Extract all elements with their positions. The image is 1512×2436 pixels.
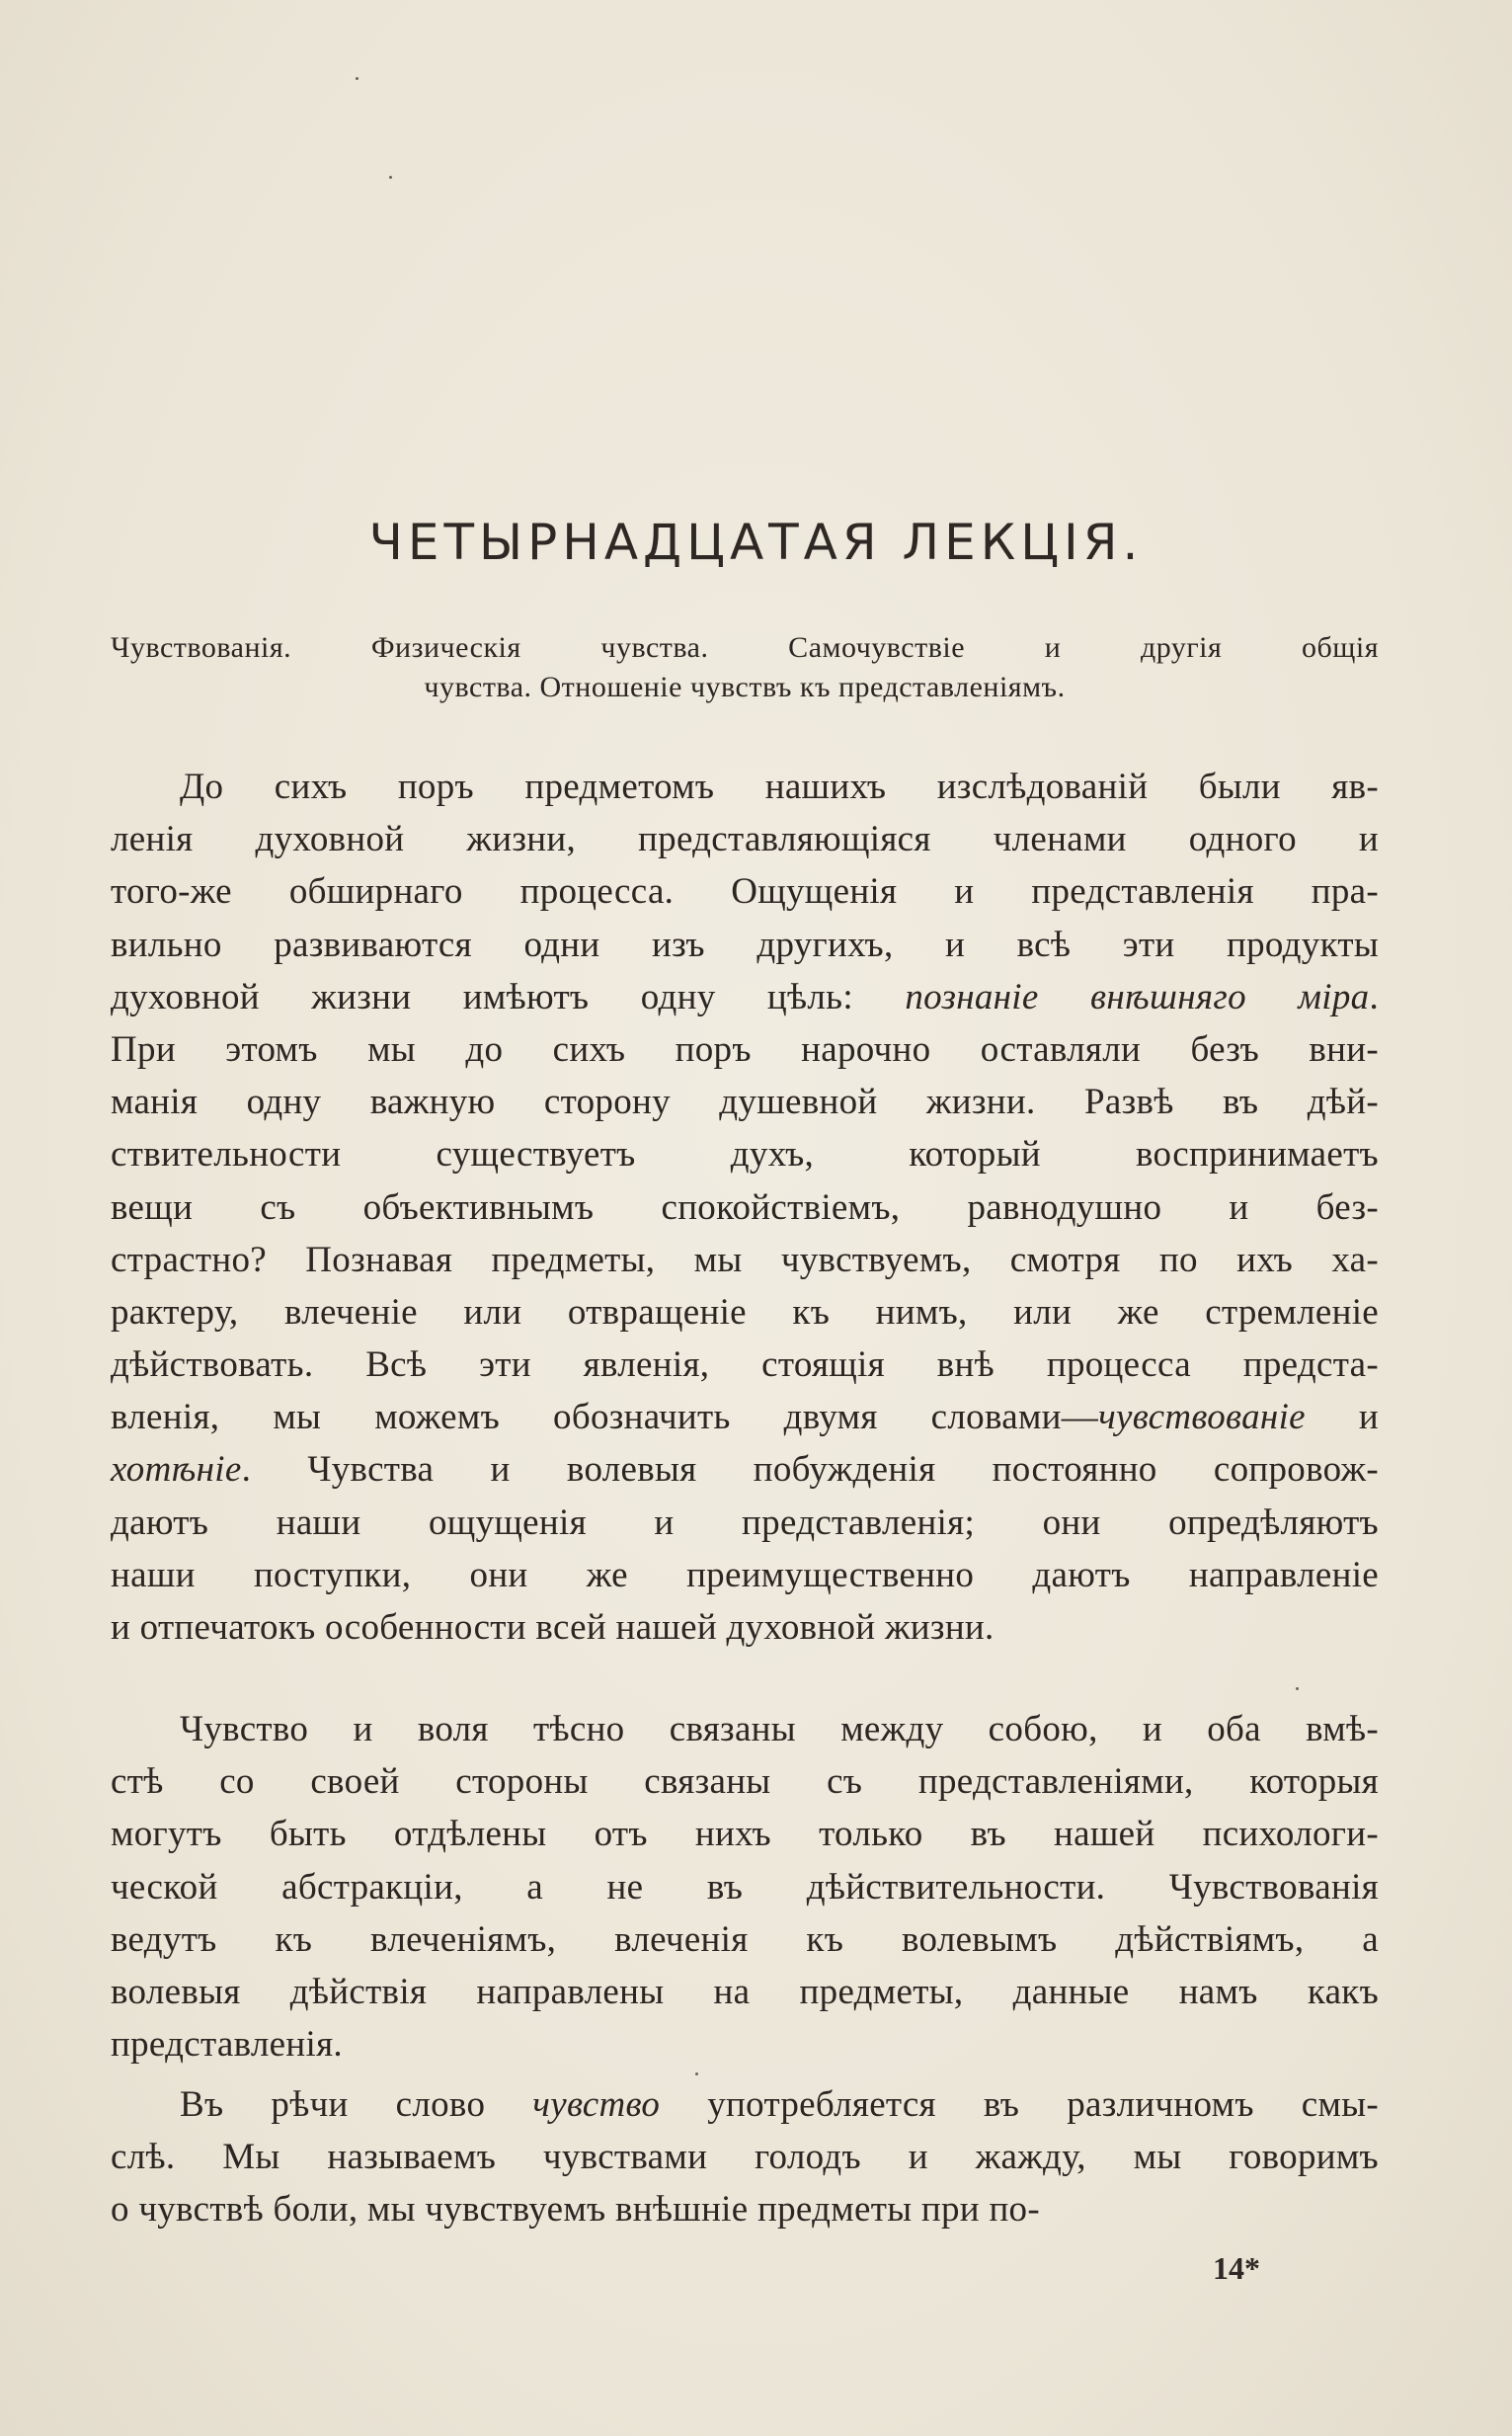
paragraph-1	[111, 761, 1379, 1654]
emphasis-text: хотѣніе	[111, 1449, 242, 1491]
text-run: .	[1369, 976, 1379, 1017]
text-line	[111, 1966, 1379, 2018]
text-line	[111, 919, 1379, 971]
text-run: вещи съ объективнымъ спокойствіемъ, равнодушно и без-	[111, 1186, 1379, 1228]
text-line	[111, 1443, 1379, 1496]
paragraph-2	[111, 1703, 1379, 2071]
text-line	[111, 1755, 1379, 1808]
emphasis-text: чувствованіе	[1098, 1397, 1306, 1438]
text-run: даютъ наши ощущенія и представленія; они опредѣляютъ	[111, 1502, 1379, 1543]
text-run: слѣ. Мы называемъ чувствами голодъ и жажду, мы говоримъ	[111, 2137, 1379, 2178]
text-run: духовной жизни имѣютъ одну цѣль:	[111, 976, 906, 1017]
chapter-summary	[111, 628, 1379, 707]
text-run: рактеру, влеченіе или отвращеніе къ нимъ, или же стремленіе	[111, 1291, 1379, 1333]
text-line	[111, 1391, 1379, 1443]
paper-speck	[356, 77, 358, 80]
text-line	[111, 2018, 1379, 2071]
text-run: страстно? Познавая предметы, мы чувствуемъ, смотря по ихъ ха-	[111, 1239, 1379, 1280]
text-line	[111, 1601, 1379, 1654]
text-run: стѣ со своей стороны связаны съ представленіями, которыя	[111, 1761, 1379, 1803]
text-line	[111, 2078, 1379, 2131]
emphasis-text: познаніе внѣшняго міра	[905, 976, 1370, 1017]
text-run: ленія духовной жизни, представляющіяся членами одного и	[111, 819, 1379, 860]
text-line	[111, 1076, 1379, 1128]
text-run: Чувство и воля тѣсно связаны между собою, и оба вмѣ-	[180, 1709, 1379, 1749]
text-line	[111, 1913, 1379, 1966]
text-line	[111, 1861, 1379, 1913]
text-run: ческой абстракціи, а не въ дѣйствительности. Чувствованія	[111, 1866, 1379, 1908]
text-run: употребляется въ различномъ смы-	[660, 2084, 1379, 2125]
text-line	[111, 1181, 1379, 1234]
text-run: вильно развиваются одни изъ другихъ, и всѣ эти продукты	[111, 924, 1379, 965]
text-line	[111, 1023, 1379, 1076]
text-run: о чувствѣ боли, мы чувствуемъ внѣшніе предметы при по-	[111, 2189, 1040, 2231]
text-line	[111, 1339, 1379, 1391]
page-number: 14*	[1213, 2250, 1260, 2286]
chapter-title: ЧЕТЫРНАДЦАТАЯ ЛЕКЦІЯ.	[368, 514, 1144, 571]
text-line	[111, 1808, 1379, 1860]
text-line	[111, 1286, 1379, 1339]
text-run: Въ рѣчи слово	[180, 2084, 533, 2125]
text-line	[111, 865, 1379, 918]
text-line	[111, 1128, 1379, 1180]
paper-speck	[389, 176, 392, 179]
paper-speck	[695, 2072, 698, 2075]
text-line	[111, 761, 1379, 813]
text-line	[111, 2131, 1379, 2183]
text-run: вленія, мы можемъ обозначить двумя словами—	[111, 1397, 1099, 1438]
text-run: наши поступки, они же преимущественно даютъ направленіе	[111, 1554, 1379, 1595]
text-line	[111, 2183, 1379, 2235]
text-run: и	[1305, 1397, 1379, 1438]
emphasis-text: чувство	[532, 2084, 661, 2125]
paper-speck	[1296, 1687, 1299, 1690]
text-run: и отпечатокъ особенности всей нашей духовной жизни.	[111, 1607, 995, 1648]
paragraph-3	[111, 2078, 1379, 2236]
text-run: волевыя дѣйствія направлены на предметы, данные намъ какъ	[111, 1971, 1379, 2012]
text-run: манія одну важную сторону душевной жизни. Развѣ въ дѣй-	[111, 1082, 1379, 1123]
text-run: могутъ быть отдѣлены отъ нихъ только въ нашей психологи-	[111, 1814, 1379, 1855]
text-run: До сихъ поръ предметомъ нашихъ изслѣдованій были яв-	[180, 767, 1379, 807]
summary-line: Чувствованія. Физическія чувства. Самочувствіе и другія общія	[111, 631, 1379, 664]
text-run: При этомъ мы до сихъ поръ нарочно оставляли безъ вни-	[111, 1028, 1379, 1070]
text-line	[111, 1234, 1379, 1286]
text-run: ведутъ къ влеченіямъ, влеченія къ волевымъ дѣйствіямъ, а	[111, 1918, 1379, 1960]
text-run: дѣйствовать. Всѣ эти явленія, стоящія внѣ процесса предста-	[111, 1344, 1379, 1386]
text-line	[111, 813, 1379, 865]
text-run: представленія.	[111, 2024, 343, 2066]
text-line	[111, 971, 1379, 1023]
text-line	[111, 1703, 1379, 1755]
text-line	[111, 1497, 1379, 1549]
summary-line: чувства. Отношеніе чувствъ къ представленіямъ.	[424, 671, 1066, 703]
text-run: того-же обширнаго процесса. Ощущенія и представленія пра-	[111, 871, 1379, 913]
text-run: . Чувства и волевыя побужденія постоянно сопровож-	[241, 1449, 1379, 1491]
text-line	[111, 1549, 1379, 1601]
text-run: ствительности существуетъ духъ, который воспринимаетъ	[111, 1134, 1379, 1176]
